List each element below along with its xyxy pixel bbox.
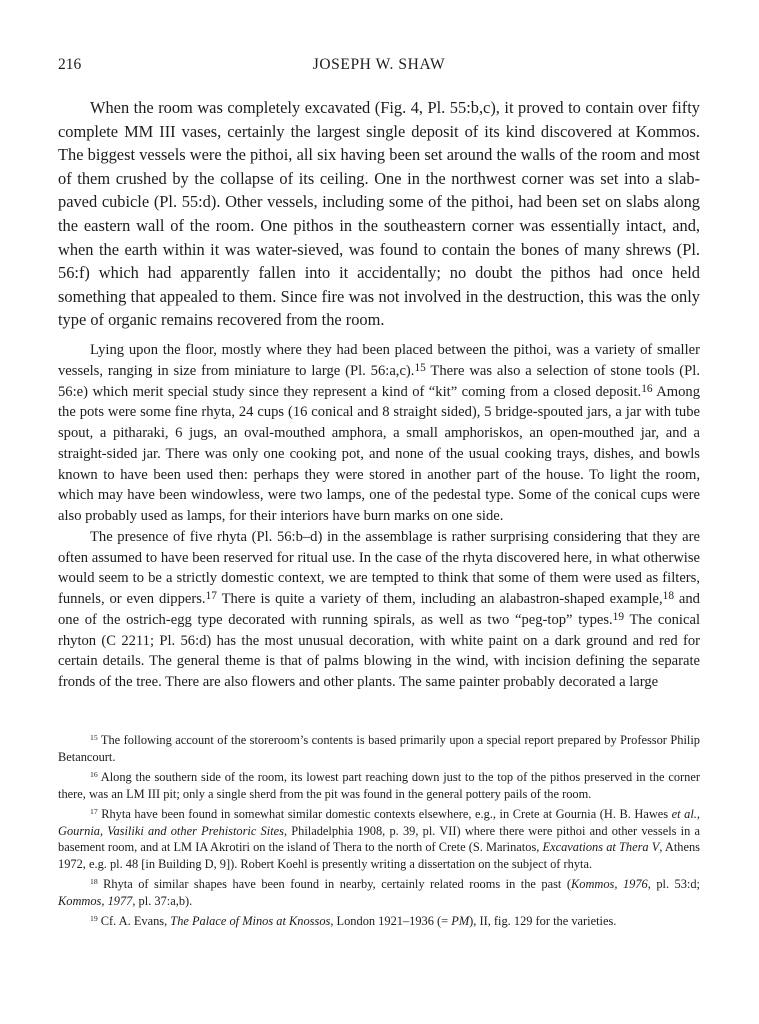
book-title: Gournia, Vasiliki and other Prehistoric Sites	[58, 823, 284, 838]
running-head: JOSEPH W. SHAW	[312, 56, 446, 73]
book-title: The Palace of Minos at Knossos	[170, 914, 331, 928]
text-run: There was also a selection of stone tools (Pl. 56:e) which merit special study since they represent a kind of “kit” coming from a closed deposit.	[58, 362, 700, 400]
footnote-text: , Athens 1972, e.g. pl. 48 [in Building D, 9]). Robert Koehl is presently writing a dissertation on the subject of rhyta.	[58, 840, 700, 871]
footnote-text: The following account of the storeroom’s contents is based primarily upon a special report prepared by Professor Philip Betancourt.	[58, 733, 700, 764]
footnote-text: Cf. A. Evans,	[97, 914, 171, 928]
text-run: The conical rhyton (C 2211; Pl. 56:d) has the most unusual decoration, with white paint on a dark ground and red for certain details. The general theme is that of palms blowing in the wind, with incision defining the separate fronds of the tree. There are also flowers and other plants. The same painter probably decorated a large	[58, 611, 700, 690]
footnote-ref-16: 16	[641, 382, 653, 395]
body-text	[58, 340, 700, 693]
footnote-16	[58, 769, 700, 802]
text-run: Lying upon the floor, mostly where they had been placed between the pithoi, was a variety of smaller vessels, ranging in size from miniature to large (Pl. 56:a,c).	[58, 342, 700, 379]
footnote-number: 15	[90, 732, 98, 742]
footnote-number: 19	[90, 913, 98, 923]
text-run: Among the pots were some fine rhyta, 24 cups (16 conical and 8 straight sided), 5 bridge-spouted jars, a jar with tube spout, a pitharaki, 6 jugs, an oval-mouthed amphora, a small amphoriskos, an open-mouthed jar, and a straight-sided jar. There was only one cooking pot, and none of the usual cooking trays, dishes, and bowls known to have been used then: perhaps they were stored in another part of the house. To light the room, which may have been windowless, were two lamps, one of the pedestal type. Some of the conical cups were also probably used as lamps, for their interiors have burn marks on one side.	[58, 383, 700, 524]
footnote-number: 18	[90, 876, 98, 886]
footnotes	[58, 732, 700, 934]
book-title: Kommos, 1977	[58, 893, 133, 908]
italic-text: et al.	[671, 807, 697, 821]
footnote-text: , Philadelphia 1908, p. 39, pl. VII) where there were pithoi and other vessels in a basement room, and at LM IA Akrotiri on the island of Thera to the north of Crete (S. Marinatos,	[58, 823, 700, 854]
text-run: There is quite a variety of them, including an alabastron-shaped example,	[216, 591, 663, 607]
page-header	[58, 56, 700, 78]
footnote-ref-19: 19	[612, 610, 625, 623]
footnote-text: , pl. 37:a,b).	[132, 893, 193, 908]
footnote-17	[58, 806, 700, 872]
lead-paragraph: When the room was completely excavated (Fig. 4, Pl. 55:b,c), it proved to contain over fifty complete MM III vases, certainly the largest single deposit of its kind discovered at Kommos. The biggest vessels were the pithoi, all six having been set around the walls of the room and most of them crushed by the collapse of its ceiling. One in the northwest corner was set into a slab-paved cubicle (Pl. 55:d). Other vessels, including some of the pithoi, had been set on slabs along the eastern wall of the room. One pithos in the southeastern corner was essentially intact, and, when the earth within it was water-sieved, was found to contain the bones of many shrews (Pl. 56:f) which had apparently fallen into it accidentally; no doubt the pithos had once held something that appealed to them. Since fire was not involved in the destruction, this was the only type of organic remains recovered from the room.	[58, 98, 700, 330]
footnote-18	[58, 876, 700, 909]
footnote-ref-18: 18	[662, 590, 675, 603]
footnote-ref-15: 15	[414, 361, 426, 374]
page-number: 216	[58, 56, 82, 73]
body-paragraph	[58, 527, 700, 693]
book-title: Kommos, 1976	[570, 877, 648, 891]
lead-paragraph-block	[58, 96, 700, 332]
text-run: The presence of five rhyta (Pl. 56:b–d) in the assemblage is rather surprising considering that they are often assumed to have been reserved for ritual use. In the case of the rhyta discovered here, in what otherwise would seem to be a strictly domestic context, we are tempted to think that some of them were used as filters, funnels, or even dippers.	[58, 528, 700, 607]
footnote-text: ,	[696, 807, 700, 821]
book-title: Excavations at Thera V	[542, 840, 660, 854]
footnote-text: ), II, fig. 129 for the varieties.	[469, 914, 617, 928]
footnote-text: Along the southern side of the room, its lowest part reaching down just to the top of the pithos preserved in the corner there, was an LM III pit; only a single sherd from the pit was found in the general pottery pails of the room.	[58, 770, 700, 801]
footnote-text: Rhyta of similar shapes have been found in nearby, certainly related rooms in the past (	[97, 877, 571, 891]
text-run: and one of the ostrich-egg type decorated with running spirals, as well as two “peg-top” types.	[58, 591, 700, 628]
body-paragraph	[58, 340, 700, 527]
footnote-number: 16	[90, 769, 98, 779]
footnote-number: 17	[90, 806, 98, 816]
footnote-text: , London 1921–1936 (=	[330, 914, 452, 928]
footnote-ref-17: 17	[205, 590, 217, 603]
footnote-19	[58, 913, 700, 930]
footnote-15	[58, 732, 700, 765]
footnote-text: Rhyta have been found in somewhat similar domestic contexts elsewhere, e.g., in Crete at Gournia (H. B. Hawes	[97, 807, 672, 821]
abbreviation: PM	[451, 914, 470, 928]
footnote-text: , pl. 53:d;	[647, 877, 701, 891]
